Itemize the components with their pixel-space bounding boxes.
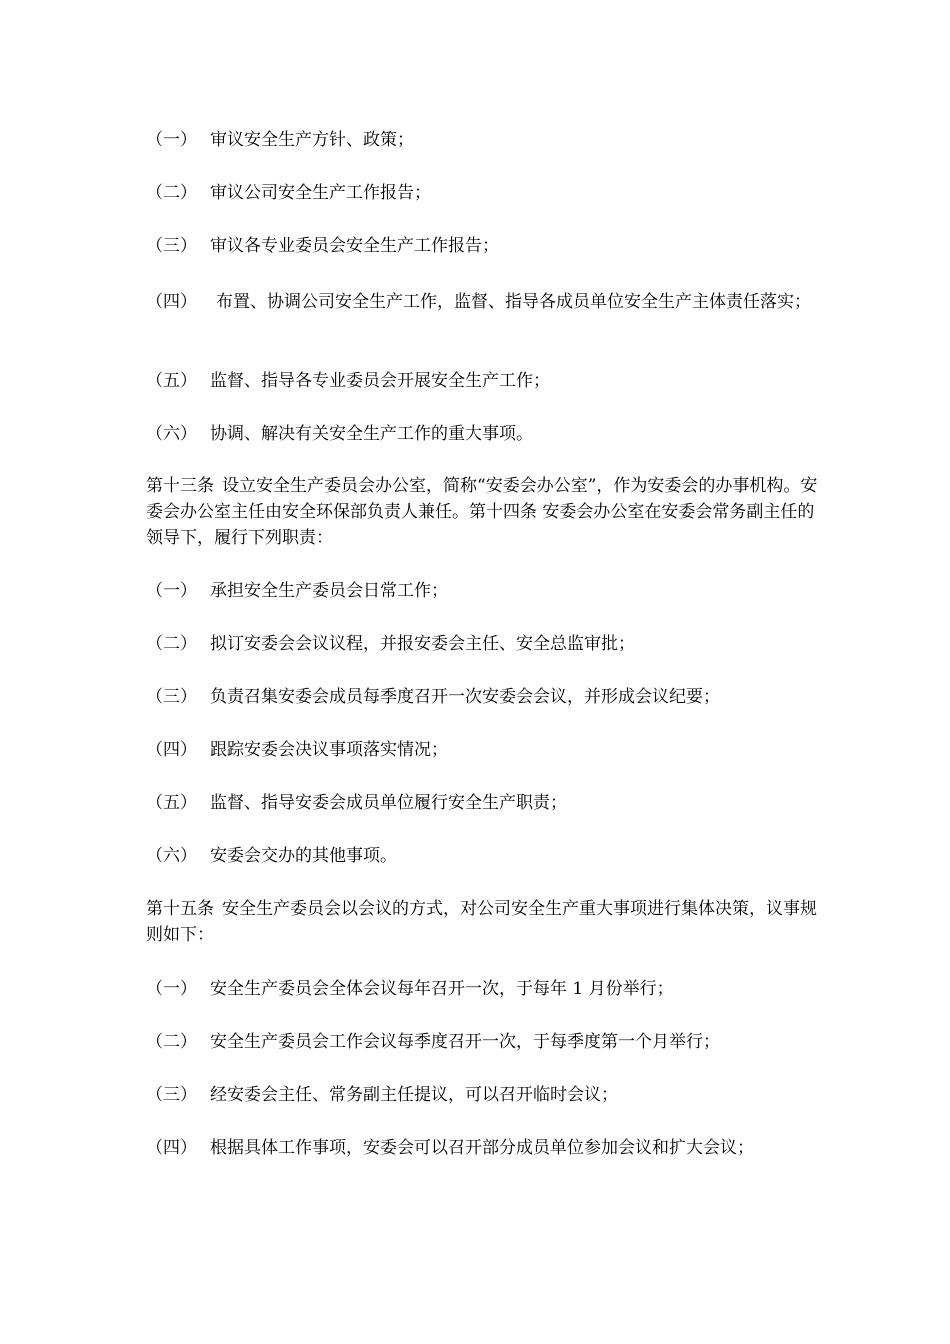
item-text: 安全生产委员会工作会议每季度召开一次，于每季度第一个月举行； (210, 1032, 720, 1052)
item-number: （二） (146, 183, 197, 203)
list-item (146, 127, 818, 153)
item-number: （二） (146, 634, 197, 654)
list-item (146, 1135, 818, 1161)
item-number: （五） (146, 793, 197, 813)
article-text: 设立安全生产委员会办公室，简称“安委会办公室”，作为安委会的办事机构。安委会办公室主任由安全环保部负责人兼任。第十四条 安委会办公室在安委会常务副主任的领导下，履行下列职责： (146, 476, 818, 548)
item-text: 监督、指导各专业委员会开展安全生产工作； (210, 371, 550, 391)
item-number: （一） (146, 130, 197, 150)
list-item (146, 180, 818, 206)
list-item (146, 976, 818, 1002)
item-text: 安全生产委员会全体会议每年召开一次，于每年 1 月份举行； (210, 979, 674, 999)
list-item (146, 1029, 818, 1055)
item-number: （五） (146, 371, 197, 391)
article-number: 第十三条 (146, 476, 214, 496)
item-text: 根据具体工作事项，安委会可以召开部分成员单位参加会议和扩大会议； (210, 1138, 754, 1158)
item-number: （二） (146, 1032, 197, 1052)
item-text: 审议各专业委员会安全生产工作报告； (210, 236, 499, 256)
list-item (146, 843, 818, 869)
item-text: 布置、协调公司安全生产工作，监督、指导各成员单位安全生产主体责任落实； (216, 292, 811, 312)
list-item (146, 233, 818, 259)
item-number: （四） (146, 1138, 197, 1158)
list-item (146, 578, 818, 604)
item-number: （三） (146, 687, 197, 707)
list-item (146, 289, 818, 315)
article-text: 安全生产委员会以会议的方式，对公司安全生产重大事项进行集体决策，议事规则如下： (146, 899, 817, 945)
list-item (146, 421, 818, 447)
list-item (146, 631, 818, 657)
list-item (146, 368, 818, 394)
list-item (146, 684, 818, 710)
article-paragraph (146, 896, 818, 948)
item-text: 安委会交办的其他事项。 (210, 846, 397, 866)
item-text: 审议公司安全生产工作报告； (210, 183, 431, 203)
item-number: （四） (146, 740, 197, 760)
list-item (146, 790, 818, 816)
item-text: 审议安全生产方针、政策； (210, 130, 414, 150)
item-number: （一） (146, 581, 197, 601)
item-number: （三） (146, 1085, 197, 1105)
article-number: 第十五条 (146, 899, 214, 919)
item-text: 负责召集安委会成员每季度召开一次安委会会议，并形成会议纪要； (210, 687, 720, 707)
list-item (146, 737, 818, 763)
item-text: 经安委会主任、常务副主任提议，可以召开临时会议； (210, 1085, 618, 1105)
item-number: （六） (146, 846, 197, 866)
item-text: 跟踪安委会决议事项落实情况； (210, 740, 448, 760)
list-item (146, 1082, 818, 1108)
item-number: （三） (146, 236, 197, 256)
item-number: （六） (146, 424, 197, 444)
article-paragraph (146, 473, 818, 551)
item-text: 承担安全生产委员会日常工作； (210, 581, 448, 601)
item-text: 协调、解决有关安全生产工作的重大事项。 (210, 424, 533, 444)
item-text: 拟订安委会会议议程，并报安委会主任、安全总监审批； (210, 634, 635, 654)
item-number: （四） (146, 292, 197, 312)
item-number: （一） (146, 979, 197, 999)
item-text: 监督、指导安委会成员单位履行安全生产职责； (210, 793, 567, 813)
